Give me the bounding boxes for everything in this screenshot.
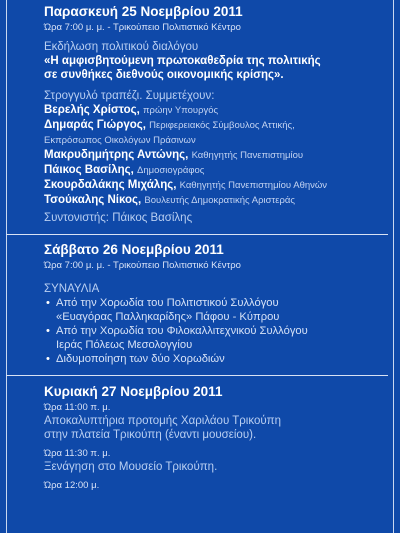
participant-name: Πάικος Βασίλης, bbox=[44, 164, 134, 176]
saturday-heading: Σάββατο 26 Νοεμβρίου 2011 bbox=[44, 242, 224, 257]
participant-role: Εκπρόσωπος Οικολόγων Πράσινων bbox=[44, 135, 196, 146]
friday-time: Ώρα 7:00 μ. μ. - Τρικούπειο Πολιτιστικό Κέντρο bbox=[44, 22, 241, 33]
friday-topic-line2: σε συνθήκες διεθνούς οικονομικής κρίσης». bbox=[44, 69, 284, 81]
participant-role: Δημοσιογράφος bbox=[137, 165, 205, 176]
saturday-section bbox=[44, 235, 388, 375]
participant bbox=[44, 178, 388, 193]
program-content bbox=[44, 0, 388, 492]
participant bbox=[44, 193, 388, 208]
sunday-event-2: Ξενάγηση στο Μουσείο Τρικούπη. bbox=[44, 461, 218, 473]
sunday-time-2: Ώρα 11:30 π. μ. bbox=[44, 448, 111, 459]
participant-name: Βερελής Χρίστος, bbox=[44, 104, 140, 116]
participant bbox=[44, 133, 388, 148]
sunday-heading: Κυριακή 27 Νοεμβρίου 2011 bbox=[44, 384, 223, 399]
sunday-event-1-line1: Αποκαλυπτήρια προτομής Χαριλάου Τρικούπη bbox=[44, 415, 281, 427]
friday-moderator: Συντονιστής: Πάικος Βασίλης bbox=[44, 212, 193, 224]
saturday-time: Ώρα 7:00 μ. μ. - Τρικούπειο Πολιτιστικό Κέντρο bbox=[44, 260, 241, 271]
list-item-line: Διδυμοποίηση των δύο Χορωδιών bbox=[56, 353, 225, 365]
left-border-line bbox=[6, 0, 7, 533]
sunday-time-1: Ώρα 11:00 π. μ. bbox=[44, 402, 111, 413]
participant-role: Καθηγητής Πανεπιστημίου Αθηνών bbox=[179, 180, 328, 191]
participant-role: πρώην Υπουργός bbox=[143, 105, 219, 116]
list-item bbox=[56, 296, 388, 324]
participant bbox=[44, 118, 388, 133]
list-item-line: Από την Χορωδία του Φιλοκαλλιτεχνικού Συλλόγου bbox=[56, 325, 308, 337]
participant-name: Τσούκαλης Νίκος, bbox=[44, 194, 142, 206]
list-item-line: Από την Χορωδία του Πολιτιστικού Συλλόγου bbox=[56, 297, 279, 309]
sunday-event-1-line2: στην πλατεία Τρικούπη (έναντι μουσείου). bbox=[44, 429, 257, 441]
participant-name: Δημαράς Γιώργος, bbox=[44, 119, 146, 131]
concert-heading: ΣΥΝΑΥΛΙΑ bbox=[44, 283, 100, 295]
friday-heading: Παρασκευή 25 Νοεμβρίου 2011 bbox=[44, 4, 243, 19]
participant-role: Βουλευτής Δημοκρατικής Αριστεράς bbox=[144, 195, 295, 206]
right-border-line bbox=[393, 0, 394, 533]
sunday-time-3: Ώρα 12:00 μ. bbox=[44, 480, 100, 491]
list-item-line: Ιεράς Πόλεως Μεσολογγίου bbox=[56, 339, 193, 351]
concert-list bbox=[44, 296, 388, 366]
friday-section bbox=[44, 0, 388, 225]
participant bbox=[44, 103, 388, 118]
participant-name: Σκουρδαλάκης Μιχάλης, bbox=[44, 179, 177, 191]
friday-round-table: Στρογγυλό τραπέζι. Συμμετέχουν: bbox=[44, 90, 215, 102]
participant-role: Περιφερειακός Σύμβουλος Αττικής, bbox=[149, 120, 295, 131]
list-item bbox=[56, 352, 388, 366]
friday-topic-line1: «Η αμφισβητούμενη πρωτοκαθεδρία της πολιτικής bbox=[44, 55, 321, 67]
list-item bbox=[56, 324, 388, 352]
participant bbox=[44, 148, 388, 163]
list-item-line: «Ευαγόρας Παλληκαρίδης» Πάφου - Κύπρου bbox=[56, 311, 280, 323]
sunday-section bbox=[44, 376, 388, 492]
participant-name: Μακρυδημήτρης Αντώνης, bbox=[44, 149, 189, 161]
friday-event: Εκδήλωση πολιτικού διαλόγου bbox=[44, 41, 199, 53]
participant-role: Καθηγητής Πανεπιστημίου bbox=[191, 150, 304, 161]
participant bbox=[44, 163, 388, 178]
